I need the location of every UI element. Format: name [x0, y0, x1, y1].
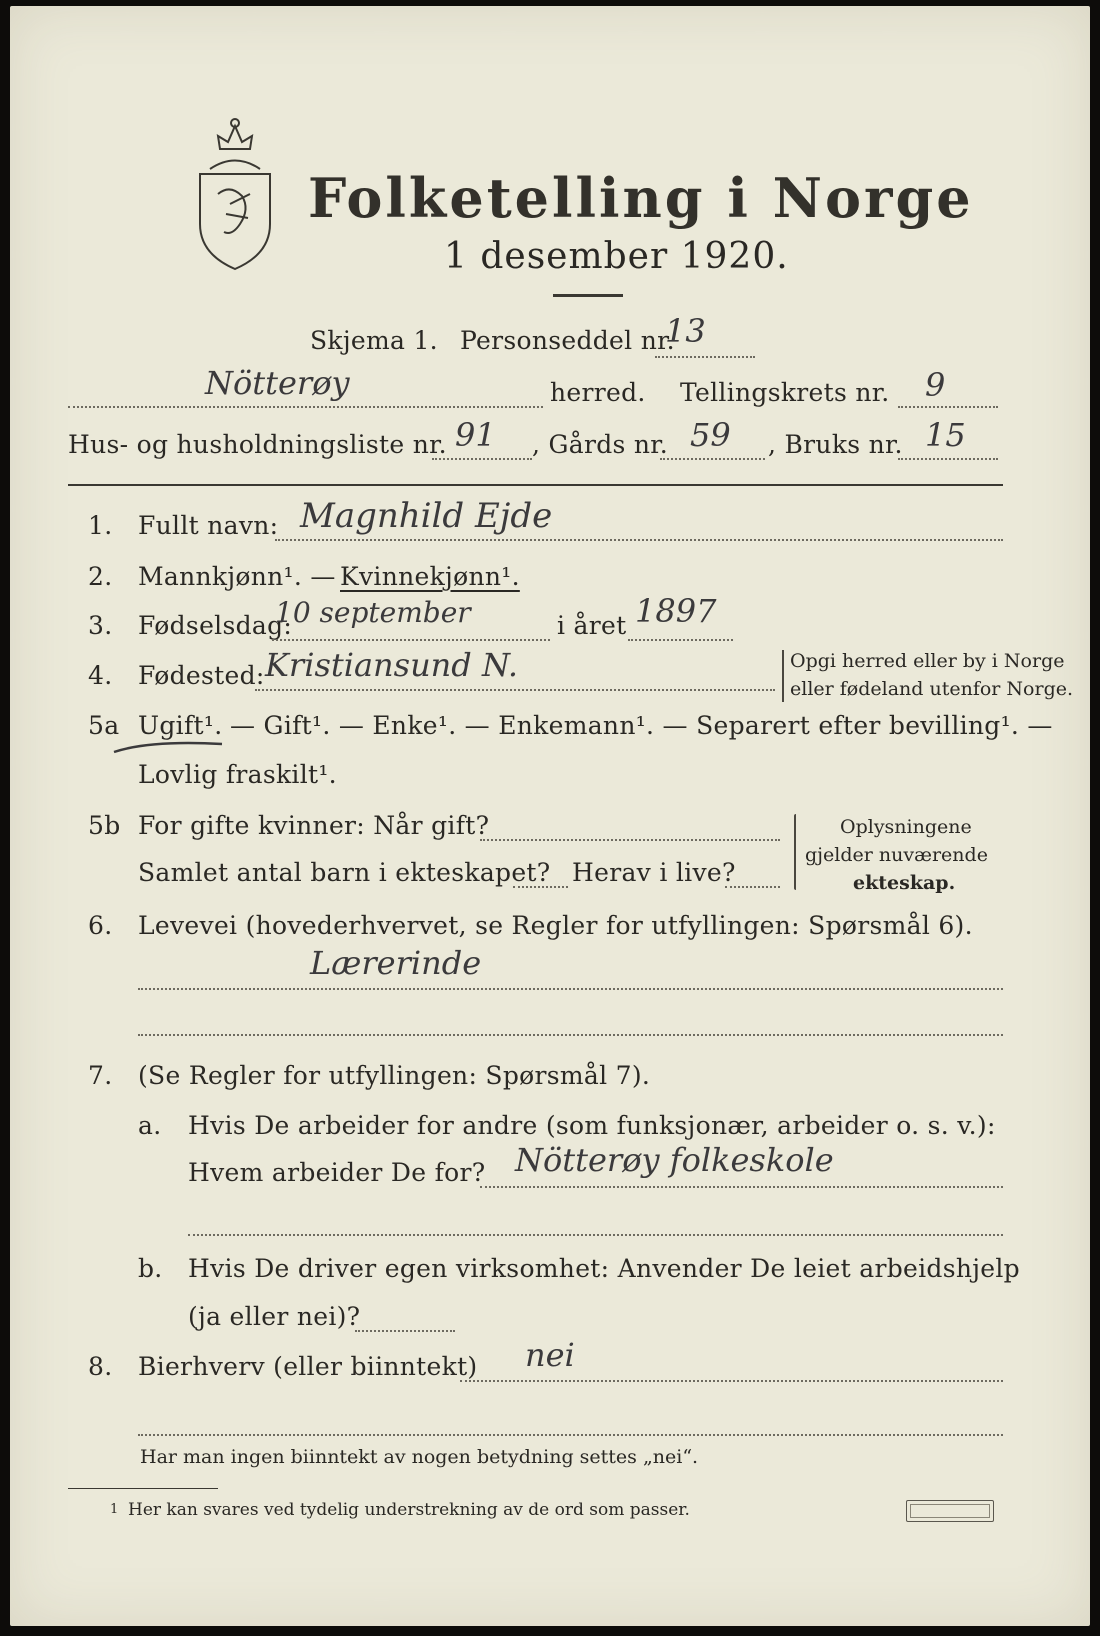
schema-label: Skjema 1. [310, 326, 438, 355]
q5b-when-married-label: For gifte kvinner: Når gift? [138, 811, 490, 840]
q7b-label-line1: Hvis De driver egen virksomhet: Anvender De leiet arbeidshjelp [188, 1254, 1020, 1283]
q7a-line2 [188, 1234, 1003, 1236]
q4-note-brace [782, 650, 784, 702]
q5b-children-line [513, 886, 568, 888]
q8-label: Bierhverv (eller biinntekt) [138, 1352, 478, 1381]
footnote-mark: 1 [110, 1502, 119, 1517]
herred-line [68, 406, 543, 408]
q7a-letter: a. [138, 1111, 162, 1140]
q5b-alive-label: Herav i live? [572, 858, 736, 887]
q7-label: (Se Regler for utfyllingen: Spørsmål 7). [138, 1061, 651, 1090]
husliste-label: Hus- og husholdningsliste nr. [68, 430, 447, 459]
q1-label: Fullt navn: [138, 511, 279, 540]
census-form-sheet [10, 6, 1090, 1626]
q5a-number: 5a [88, 711, 120, 740]
q7-number: 7. [88, 1061, 113, 1090]
personseddel-line [655, 356, 755, 358]
q8-line [460, 1380, 1003, 1382]
q5b-children-label: Samlet antal barn i ekteskapet? [138, 858, 551, 887]
census-date: 1 desember 1920. [444, 236, 789, 277]
q6-number: 6. [88, 911, 113, 940]
husliste-value[interactable]: 91 [455, 416, 496, 454]
q7b-label-line2: (ja eller nei)? [188, 1302, 361, 1331]
gards-line [660, 458, 765, 460]
q7a-employer-label: Hvem arbeider De for? [188, 1158, 486, 1187]
gards-label: , Gårds nr. [532, 430, 669, 459]
q4-note-line2: eller fødeland utenfor Norge. [790, 678, 1074, 700]
footnote-text: Her kan svares ved tydelig understrekning av de ord som passer. [128, 1500, 690, 1520]
q1-full-name-value[interactable]: Magnhild Ejde [300, 496, 553, 536]
husliste-line [432, 458, 532, 460]
q4-line [255, 689, 775, 691]
q5b-alive-line [725, 886, 780, 888]
q7a-employer-line [480, 1186, 1003, 1188]
q5b-note-line3: ekteskap. [853, 872, 956, 894]
bruks-value[interactable]: 15 [925, 416, 966, 454]
q7a-employer-value[interactable]: Nötterøy folkeskole [515, 1141, 834, 1179]
q2-female-option[interactable]: Kvinnekjønn¹. [340, 562, 520, 591]
tellingskrets-value[interactable]: 9 [925, 366, 946, 404]
q5b-note-line1: Oplysningene [840, 816, 972, 838]
q7a-label-line1: Hvis De arbeider for andre (som funksjonær, arbeider o. s. v.): [188, 1111, 996, 1140]
q5b-number: 5b [88, 811, 121, 840]
tellingskrets-label: Tellingskrets nr. [680, 378, 890, 407]
q3-year-label: i året [557, 611, 627, 640]
herred-value[interactable]: Nötterøy [205, 364, 350, 402]
personseddel-value[interactable]: 13 [665, 312, 706, 350]
q3-birthday-line [272, 639, 550, 641]
q5a-unmarried-option[interactable]: Ugift¹. [138, 711, 223, 740]
q6-line2 [138, 1034, 1003, 1036]
q1-number: 1. [88, 511, 113, 540]
bruks-line [898, 458, 998, 460]
q4-number: 4. [88, 661, 113, 690]
q6-line1 [138, 988, 1003, 990]
q8-line2 [138, 1434, 1003, 1436]
q2-number: 2. [88, 562, 113, 591]
q7b-line [355, 1330, 455, 1332]
q4-birthplace-value[interactable]: Kristiansund N. [265, 646, 519, 684]
q8-value[interactable]: nei [525, 1336, 575, 1374]
q3-year-value[interactable]: 1897 [635, 592, 717, 630]
q3-label: Fødselsdag: [138, 611, 293, 640]
q5b-when-married-line [480, 839, 780, 841]
q3-birthday-value[interactable]: 10 september [275, 596, 471, 629]
header-rule [68, 484, 1003, 486]
form-title: Folketelling i Norge [308, 166, 974, 230]
q2-male-option[interactable]: Mannkjønn¹. — [138, 562, 336, 591]
title-divider [553, 294, 623, 297]
q5b-note-brace [794, 814, 796, 890]
q4-label: Fødested: [138, 661, 265, 690]
gards-value[interactable]: 59 [690, 416, 731, 454]
printer-stamp [906, 1500, 994, 1522]
q5b-note-line2: gjelder nuværende [805, 844, 988, 866]
q6-label: Levevei (hovederhvervet, se Regler for utfyllingen: Spørsmål 6). [138, 911, 973, 940]
q4-note-line1: Opgi herred eller by i Norge [790, 650, 1065, 672]
footnote-rule [68, 1488, 218, 1489]
q8-note: Har man ingen biinntekt av nogen betydning settes „nei“. [140, 1446, 699, 1468]
q3-number: 3. [88, 611, 113, 640]
q5a-other-options[interactable]: — Gift¹. — Enke¹. — Enkemann¹. — Separert efter bevilling¹. — [230, 711, 1053, 740]
q6-occupation-value[interactable]: Lærerinde [310, 944, 482, 982]
bruks-label: , Bruks nr. [768, 430, 903, 459]
q5a-underline-mark [110, 734, 230, 756]
herred-label: herred. [550, 378, 646, 407]
q7b-letter: b. [138, 1254, 163, 1283]
q1-line [275, 539, 1003, 541]
tellingskrets-line [898, 406, 998, 408]
q8-number: 8. [88, 1352, 113, 1381]
coat-of-arms-emblem [190, 114, 280, 274]
q3-year-line [628, 639, 733, 641]
q5a-divorced-option[interactable]: Lovlig fraskilt¹. [138, 760, 337, 789]
personseddel-label: Personseddel nr. [460, 326, 675, 355]
